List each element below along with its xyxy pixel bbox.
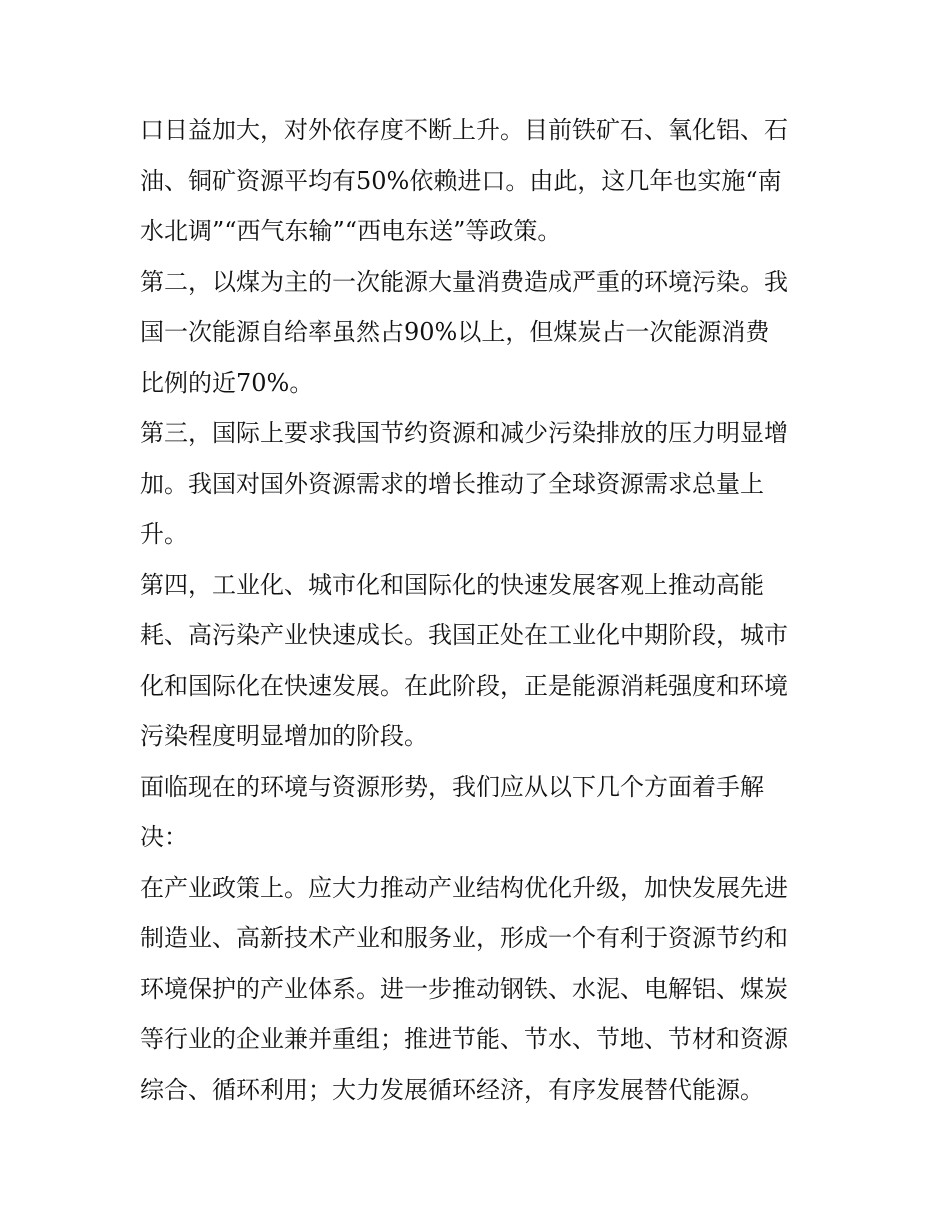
- text-line: 决：: [140, 823, 188, 851]
- text-line: 污染程度明显增加的阶段。: [140, 722, 428, 750]
- text-line: 加。我国对国外资源需求的增长推动了全球资源需求总量上: [140, 469, 764, 498]
- text-line: 第四，工业化、城市化和国际化的快速发展客观上推动高能: [140, 570, 764, 599]
- text-line: 耗、高污染产业快速成长。我国正处在工业化中期阶段，城市: [140, 621, 788, 649]
- text-line: 升。: [140, 520, 188, 548]
- text-line: 综合、循环利用；大力发展循环经济，有序发展替代能源。: [140, 1075, 764, 1104]
- text-line: 面临现在的环境与资源形势，我们应从以下几个方面着手解: [140, 772, 764, 801]
- text-line: 等行业的企业兼并重组；推进节能、节水、节地、节材和资源: [140, 1025, 788, 1053]
- text-line: 第三，国际上要求我国节约资源和减少污染排放的压力明显增: [140, 419, 788, 447]
- text-line: 油、铜矿资源平均有50%依赖进口。由此，这几年也实施“南: [140, 166, 782, 195]
- text-line: 口日益加大，对外依存度不断上升。目前铁矿石、氧化铝、石: [140, 116, 788, 144]
- document-body: [140, 105, 815, 1115]
- text-line: 比例的近70%。: [140, 368, 314, 397]
- text-line: 在产业政策上。应大力推动产业结构优化升级，加快发展先进: [140, 873, 788, 902]
- text-line: 制造业、高新技术产业和服务业，形成一个有利于资源节约和: [140, 924, 788, 952]
- text-line: 国一次能源自给率虽然占90%以上，但煤炭占一次能源消费: [140, 318, 770, 346]
- text-line: 环境保护的产业体系。进一步推动钢铁、水泥、电解铝、煤炭: [140, 974, 788, 1003]
- text-line: 水北调”“西气东输”“西电东送”等政策。: [140, 217, 562, 245]
- text-line: 化和国际化在快速发展。在此阶段，正是能源消耗强度和环境: [140, 671, 788, 700]
- text-line: 第二，以煤为主的一次能源大量消费造成严重的环境污染。我: [140, 267, 788, 296]
